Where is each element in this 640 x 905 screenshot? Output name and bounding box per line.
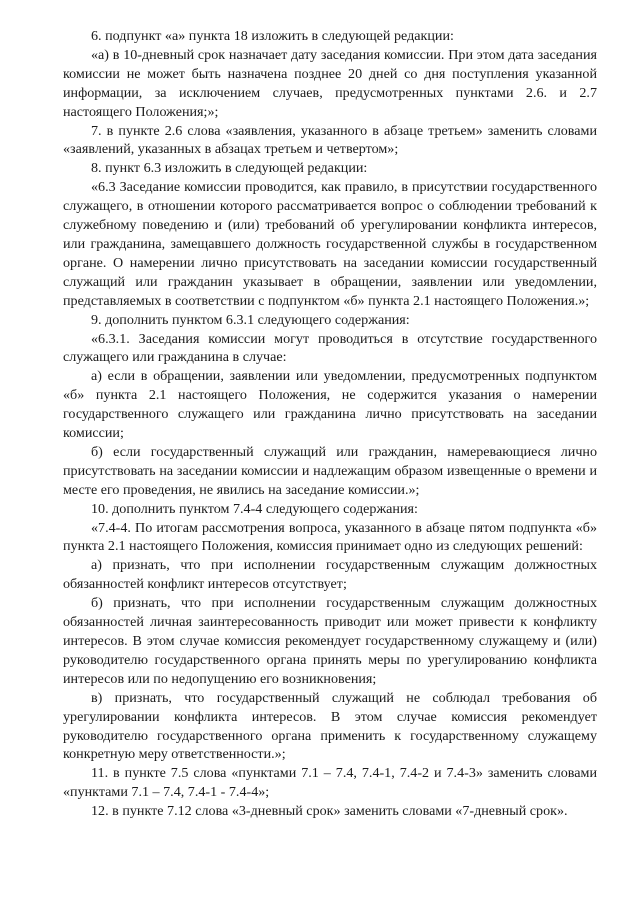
paragraph-clause-6-3-1: «6.3.1. Заседания комиссии могут проводиться в отсутствие государственного служащего или гражданина в случае: [63,330,597,366]
paragraph-item-7: 7. в пункте 2.6 слова «заявления, указанного в абзаце третьем» заменить словами «заявлений, указанных в абзацах третьем и четвертом»; [63,122,597,158]
paragraph-clause-6-3-1-b: б) если государственный служащий или гражданин, намеревающиеся лично присутствовать на заседании комиссии и надлежащим образом извещенные о времени и месте его проведения, не явились на заседание комиссии.»; [63,443,597,498]
paragraph-clause-6-3: «6.3 Заседание комиссии проводится, как правило, в присутствии государственного служащего, в отношении которого рассматривается вопрос о соблюдении требований к служебному поведению и (или) требований об урегулировании конфликта интересов, или гражданина, замещавшего должность государственной службы в государственном органе. О намерении лично присутствовать на заседании комиссии государственный служащий или гражданин указывает в обращении, заявлении или уведомлении, представляемых в соответствии с подпунктом «б» пункта 2.1 настоящего Положения.»; [63,179,597,309]
document-page [63,27,597,821]
paragraph-item-6: 6. подпункт «а» пункта 18 изложить в следующей редакции: [91,28,454,44]
paragraph-clause-6-3-1-a: а) если в обращении, заявлении или уведомлении, предусмотренных подпунктом «б» пункта 2.1 настоящего Положения, не содержится указания о намерении государственного служащего или гражданина лично присутствовать на заседании комиссии; [63,368,597,442]
paragraph-item-9: 9. дополнить пунктом 6.3.1 следующего содержания: [91,311,410,328]
paragraph-item-11: 11. в пункте 7.5 слова «пунктами 7.1 – 7.4, 7.4-1, 7.4-2 и 7.4-3» заменить словами «пунктами 7.1 – 7.4, 7.4-1 - 7.4-4»; [63,765,597,801]
paragraph-item-8: 8. пункт 6.3 изложить в следующей редакции: [91,160,368,177]
paragraph-subitem-a-18: «а) в 10-дневный срок назначает дату заседания комиссии. При этом дата заседания комиссии не может быть назначена позднее 20 дней со дня поступления указанной информации, за исключением случаев, предусмотренных пунктами 2.6. и 2.7 настоящего Положения;»; [63,46,597,120]
paragraph-clause-7-4-4-a: а) признать, что при исполнении государственным служащим должностных обязанностей конфликт интересов отсутствует; [63,557,597,593]
paragraph-clause-7-4-4-b: б) признать, что при исполнении государственным служащим должностных обязанностей личная заинтересованность приводит или может привести к конфликту интересов. В этом случае комиссия рекомендует государственному служащему и (или) руководителю государственного органа принять меры по урегулированию конфликта интересов или по недопущению его возникновения; [63,595,597,687]
paragraph-clause-7-4-4-v: в) признать, что государственный служащий не соблюдал требования об урегулировании конфликта интересов. В этом случае комиссия рекомендует руководителю государственного органа применить к государственному служащему конкретную меру ответственности.»; [63,689,597,763]
paragraph-item-12: 12. в пункте 7.12 слова «3-дневный срок» заменить словами «7-дневный срок». [91,803,568,820]
paragraph-item-10: 10. дополнить пунктом 7.4-4 следующего содержания: [91,500,418,517]
paragraph-clause-7-4-4: «7.4-4. По итогам рассмотрения вопроса, указанного в абзаце пятом подпункта «б» пункта 2.1 настоящего Положения, комиссия принимает одно из следующих решений: [63,519,597,555]
